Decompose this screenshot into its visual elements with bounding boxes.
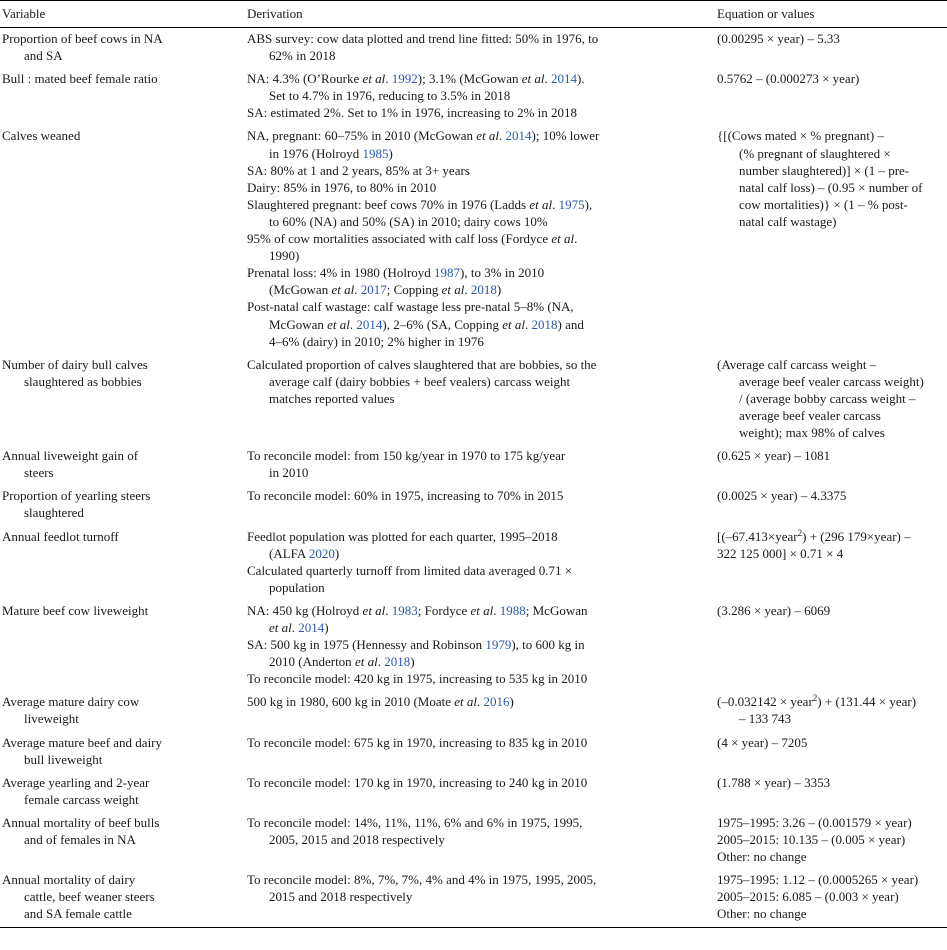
cell-derivation bbox=[245, 691, 715, 731]
variable-line: and SA female cattle bbox=[24, 906, 132, 922]
equation-line: average beef vealer carcass bbox=[739, 407, 881, 423]
equation-line: number slaughtered)] × (1 – pre- bbox=[739, 162, 910, 178]
header-variable: Variable bbox=[2, 6, 46, 22]
equation-line: (4 × year) – 7205 bbox=[717, 734, 808, 750]
derivation-line: 2010 (Anderton et al. 2018) bbox=[269, 654, 415, 670]
cell-variable bbox=[0, 732, 245, 772]
cell-variable bbox=[0, 526, 245, 600]
equation-line: / (average bobby carcass weight – bbox=[739, 390, 916, 406]
cell-equation bbox=[715, 354, 947, 445]
cell-variable bbox=[0, 772, 245, 812]
derivation-line: et al. 2014) bbox=[269, 620, 329, 635]
variable-line: female carcass weight bbox=[24, 791, 139, 807]
cell-equation bbox=[715, 691, 947, 731]
equation-line: (1.788 × year) – 3353 bbox=[717, 774, 831, 790]
cell-derivation bbox=[245, 28, 715, 69]
derivation-line: SA: 500 kg in 1975 (Hennessy and Robinson 1979), to 600 kg in bbox=[247, 637, 585, 653]
derivation-line: ABS survey: cow data plotted and trend line fitted: 50% in 1976, to bbox=[247, 31, 599, 46]
derivation-line: 95% of cow mortalities associated with calf loss (Fordyce et al. bbox=[247, 231, 578, 247]
cell-derivation bbox=[245, 485, 715, 525]
variable-line: and of females in NA bbox=[24, 832, 136, 848]
variable-line: Average mature beef and dairy bbox=[2, 734, 163, 750]
cell-variable bbox=[0, 812, 245, 869]
table-row bbox=[0, 28, 947, 69]
cell-derivation bbox=[245, 125, 715, 353]
cell-equation bbox=[715, 732, 947, 772]
cell-equation bbox=[715, 68, 947, 125]
derivation-line: matches reported values bbox=[269, 390, 395, 406]
cell-derivation bbox=[245, 812, 715, 869]
variable-line: Number of dairy bull calves bbox=[2, 356, 148, 372]
derivation-line: Calculated quarterly turnoff from limited data averaged 0.71 × bbox=[247, 562, 573, 578]
equation-line: 0.5762 – (0.000273 × year) bbox=[717, 71, 860, 87]
cell-variable bbox=[0, 28, 245, 69]
variable-line: Proportion of beef cows in NA bbox=[2, 31, 163, 46]
derivation-line: 2015 and 2018 respectively bbox=[269, 889, 413, 905]
equation-line: natal calf wastage) bbox=[739, 213, 837, 229]
cell-equation bbox=[715, 485, 947, 525]
derivation-line: To reconcile model: 60% in 1975, increasing to 70% in 2015 bbox=[247, 488, 564, 504]
variable-line: Average mature dairy cow bbox=[2, 694, 140, 710]
equation-line: [(–67.413×year$^2$) + (296 179×year) – bbox=[717, 527, 911, 544]
table-row bbox=[0, 526, 947, 600]
equation-line: (0.0025 × year) – 4.3375 bbox=[717, 488, 847, 504]
derivation-line: Set to 4.7% in 1976, reducing to 3.5% in 2018 bbox=[269, 88, 511, 104]
variable-line: bull liveweight bbox=[24, 751, 103, 767]
table-row bbox=[0, 125, 947, 353]
cell-equation bbox=[715, 28, 947, 69]
derivation-line: NA: 450 kg (Holroyd et al. 1983; Fordyce et al. 1988; McGowan bbox=[247, 602, 588, 618]
equation-line: natal calf loss) – (0.95 × number of bbox=[739, 179, 923, 195]
cell-variable bbox=[0, 445, 245, 485]
header-equation: Equation or values bbox=[717, 6, 815, 22]
variable-line: slaughtered as bobbies bbox=[24, 373, 142, 389]
derivation-line: Prenatal loss: 4% in 1980 (Holroyd 1987), to 3% in 2010 bbox=[247, 265, 545, 281]
derivation-line: NA, pregnant: 60–75% in 2010 (McGowan et al. 2014); 10% lower bbox=[247, 128, 600, 144]
header-derivation: Derivation bbox=[247, 6, 303, 22]
derivation-line: (ALFA 2020) bbox=[269, 545, 340, 561]
equation-line: (0.00295 × year) – 5.33 bbox=[717, 31, 840, 46]
derivation-line: SA: estimated 2%. Set to 1% in 1976, increasing to 2% in 2018 bbox=[247, 105, 578, 121]
equation-line: average beef vealer carcass weight) bbox=[739, 373, 924, 389]
cell-derivation bbox=[245, 869, 715, 927]
table-header bbox=[0, 1, 947, 28]
cell-derivation bbox=[245, 732, 715, 772]
derivation-line: To reconcile model: 14%, 11%, 11%, 6% and 6% in 1975, 1995, bbox=[247, 814, 583, 830]
derivation-line: 4–6% (dairy) in 2010; 2% higher in 1976 bbox=[269, 333, 484, 349]
equation-line: Other: no change bbox=[717, 906, 807, 922]
derivation-line: Feedlot population was plotted for each quarter, 1995–2018 bbox=[247, 528, 558, 544]
variable-line: Annual liveweight gain of bbox=[2, 448, 139, 464]
table-row bbox=[0, 600, 947, 691]
variable-line: Average yearling and 2-year bbox=[2, 774, 150, 790]
variable-line: steers bbox=[24, 465, 54, 481]
derivation-line: To reconcile model: 420 kg in 1975, increasing to 535 kg in 2010 bbox=[247, 671, 588, 687]
equation-line: 1975–1995: 3.26 – (0.001579 × year) bbox=[717, 814, 912, 830]
cell-derivation bbox=[245, 526, 715, 600]
table-body bbox=[0, 28, 947, 928]
equation-line: (0.625 × year) – 1081 bbox=[717, 448, 831, 464]
variable-line: Mature beef cow liveweight bbox=[2, 602, 149, 618]
derivation-line: Calculated proportion of calves slaughtered that are bobbies, so the bbox=[247, 356, 597, 372]
variable-line: liveweight bbox=[24, 711, 79, 727]
table-row bbox=[0, 812, 947, 869]
derivation-line: SA: 80% at 1 and 2 years, 85% at 3+ years bbox=[247, 162, 470, 178]
derivation-line: To reconcile model: 8%, 7%, 7%, 4% and 4% in 1975, 1995, 2005, bbox=[247, 872, 597, 888]
variable-line: Annual mortality of dairy bbox=[2, 872, 136, 888]
derivation-line: (McGowan et al. 2017; Copping et al. 2018) bbox=[269, 282, 502, 298]
equation-line: 2005–2015: 6.085 – (0.003 × year) bbox=[717, 889, 899, 905]
variable-line: slaughtered bbox=[24, 505, 84, 521]
equation-line: {[(Cows mated × % pregnant) – bbox=[717, 128, 885, 144]
equation-line: cow mortalities)} × (1 – % post- bbox=[739, 196, 908, 212]
derivation-line: To reconcile model: 675 kg in 1970, increasing to 835 kg in 2010 bbox=[247, 734, 588, 750]
cell-variable bbox=[0, 354, 245, 445]
derivation-line: in 1976 (Holroyd 1985) bbox=[269, 145, 393, 161]
equation-line: (% pregnant of slaughtered × bbox=[739, 145, 891, 161]
cell-derivation bbox=[245, 68, 715, 125]
variable-line: and SA bbox=[24, 48, 63, 64]
equation-line: 2005–2015: 10.135 – (0.005 × year) bbox=[717, 832, 906, 848]
derivation-line: Post-natal calf wastage: calf wastage less pre-natal 5–8% (NA, bbox=[247, 299, 574, 315]
variable-line: Bull : mated beef female ratio bbox=[2, 71, 158, 87]
variable-line: cattle, beef weaner steers bbox=[24, 889, 155, 905]
cell-variable bbox=[0, 691, 245, 731]
variable-line: Calves weaned bbox=[2, 128, 81, 144]
derivation-line: average calf (dairy bobbies + beef vealers) carcass weight bbox=[269, 373, 571, 389]
derivation-line: Dairy: 85% in 1976, to 80% in 2010 bbox=[247, 179, 437, 195]
variable-line: Proportion of yearling steers bbox=[2, 488, 151, 504]
cell-equation bbox=[715, 526, 947, 600]
equation-line: (Average calf carcass weight – bbox=[717, 356, 877, 372]
cell-derivation bbox=[245, 600, 715, 691]
cell-equation bbox=[715, 445, 947, 485]
derivation-line: NA: 4.3% (O’Rourke et al. 1992); 3.1% (McGowan et al. 2014). bbox=[247, 71, 585, 87]
equation-line: weight); max 98% of calves bbox=[739, 425, 885, 441]
derivation-line: to 60% (NA) and 50% (SA) in 2010; dairy cows 10% bbox=[269, 213, 548, 229]
table-row bbox=[0, 445, 947, 485]
table-row bbox=[0, 732, 947, 772]
table-row bbox=[0, 354, 947, 445]
equation-line: (3.286 × year) – 6069 bbox=[717, 602, 831, 618]
derivation-line: 500 kg in 1980, 600 kg in 2010 (Moate et al. 2016) bbox=[247, 694, 514, 710]
cell-variable bbox=[0, 125, 245, 353]
cell-equation bbox=[715, 125, 947, 353]
equation-line: 322 125 000] × 0.71 × 4 bbox=[717, 545, 844, 561]
equation-line: (–0.032142 × year$^2$) + (131.44 × year) bbox=[717, 693, 917, 710]
cell-equation bbox=[715, 812, 947, 869]
derivation-line: 2005, 2015 and 2018 respectively bbox=[269, 832, 445, 848]
cell-variable bbox=[0, 600, 245, 691]
derivation-line: McGowan et al. 2014), 2–6% (SA, Copping et al. 2018) and bbox=[269, 316, 584, 332]
cell-variable bbox=[0, 485, 245, 525]
derivation-line: 1990) bbox=[269, 248, 300, 264]
variable-line: Annual mortality of beef bulls bbox=[2, 814, 160, 830]
cell-derivation bbox=[245, 354, 715, 445]
cell-derivation bbox=[245, 445, 715, 485]
equation-line: Other: no change bbox=[717, 849, 807, 865]
derivation-line: population bbox=[269, 579, 325, 595]
table-row bbox=[0, 772, 947, 812]
cell-variable bbox=[0, 869, 245, 927]
cell-equation bbox=[715, 772, 947, 812]
variable-line: Annual feedlot turnoff bbox=[2, 528, 119, 544]
table-row bbox=[0, 869, 947, 927]
cell-variable bbox=[0, 68, 245, 125]
table-row bbox=[0, 68, 947, 125]
cell-equation bbox=[715, 600, 947, 691]
equation-line: – 133 743 bbox=[739, 711, 791, 727]
derivation-line: To reconcile model: 170 kg in 1970, increasing to 240 kg in 2010 bbox=[247, 774, 588, 790]
table-row bbox=[0, 691, 947, 731]
cell-derivation bbox=[245, 772, 715, 812]
derivation-line: Slaughtered pregnant: beef cows 70% in 1976 (Ladds et al. 1975), bbox=[247, 196, 593, 212]
equation-line: 1975–1995: 1.12 – (0.0005265 × year) bbox=[717, 872, 919, 888]
derivation-line: To reconcile model: from 150 kg/year in 1970 to 175 kg/year bbox=[247, 448, 566, 464]
cell-equation bbox=[715, 869, 947, 927]
derivation-line: 62% in 2018 bbox=[269, 48, 336, 64]
derivation-line: in 2010 bbox=[269, 465, 309, 481]
table-row bbox=[0, 485, 947, 525]
